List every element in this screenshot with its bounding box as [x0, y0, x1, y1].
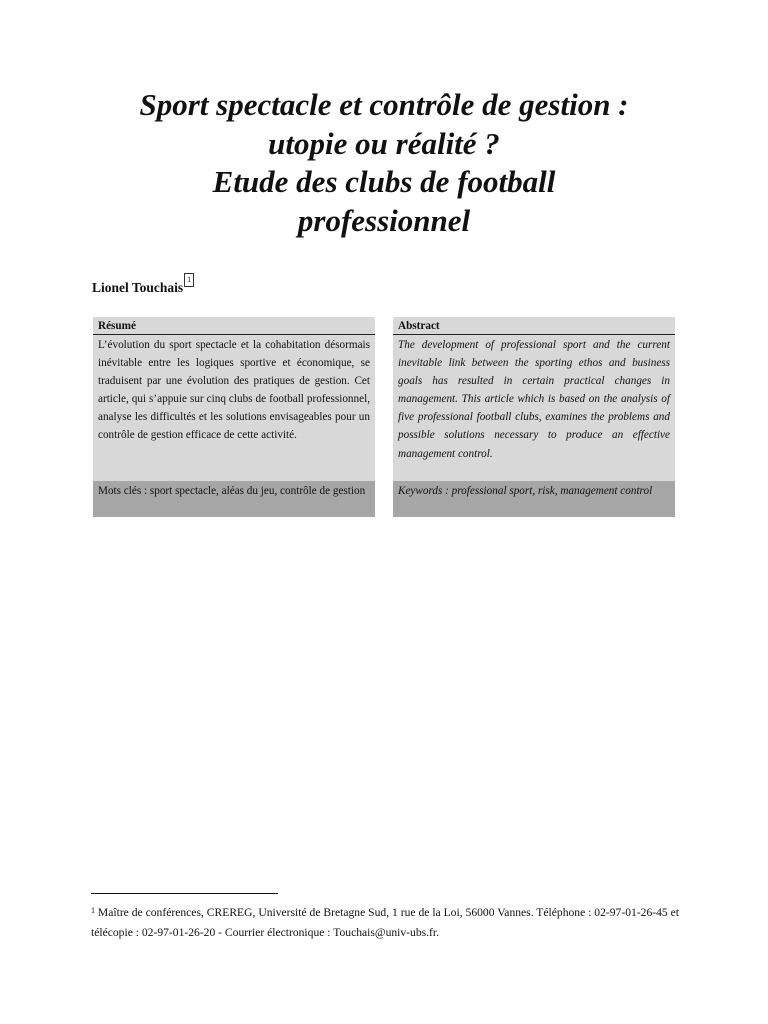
- title-line-4: professionnel: [297, 202, 471, 238]
- footnote-separator: [91, 893, 278, 894]
- abstract-body: The development of professional sport and the current inevitable link between the sporting ethos and business goals has resulted in certain practical changes in management. This article which is based on the analysis of five professional football clubs, examines the problems and possible solutions necessary to produce an effective management control.: [393, 335, 675, 481]
- resume-box: [93, 317, 375, 517]
- resume-body: L’évolution du sport spectacle et la cohabitation désormais inévitable entre les logiques sportive et économique, se traduisent par une évolution des pratiques de gestion. Cet article, qui s’appuie sur cinq clubs de football professionnel, analyse les difficultés et les solutions envisageables pour un contrôle de gestion efficace de cette activité.: [93, 335, 375, 481]
- author-name: Lionel Touchais: [92, 280, 184, 295]
- author-line: [92, 275, 194, 296]
- abstract-box: [393, 317, 675, 517]
- title-line-1: Sport spectacle et contrôle de gestion :: [139, 87, 629, 122]
- article-title: [60, 86, 708, 240]
- footnote: [91, 903, 679, 943]
- footnote-marker: 1: [91, 906, 95, 915]
- resume-heading: Résumé: [93, 317, 375, 335]
- footnote-reference[interactable]: 1: [184, 273, 194, 287]
- abstract-keywords: Keywords : professional sport, risk, management control: [393, 481, 675, 517]
- title-line-2: utopie ou réalité ?: [268, 125, 500, 161]
- abstract-heading: Abstract: [393, 317, 675, 335]
- title-line-3: Etude des clubs de football: [212, 164, 556, 199]
- resume-keywords: Mots clés : sport spectacle, aléas du jeu, contrôle de gestion: [93, 481, 375, 517]
- footnote-text: Maître de conférences, CREREG, Université de Bretagne Sud, 1 rue de la Loi, 56000 Vannes. Téléphone : 02-97-01-26-45 et télécopie : 02-97-01-26-20 - Courrier électronique : Touchais@univ-ubs.fr.: [91, 906, 679, 939]
